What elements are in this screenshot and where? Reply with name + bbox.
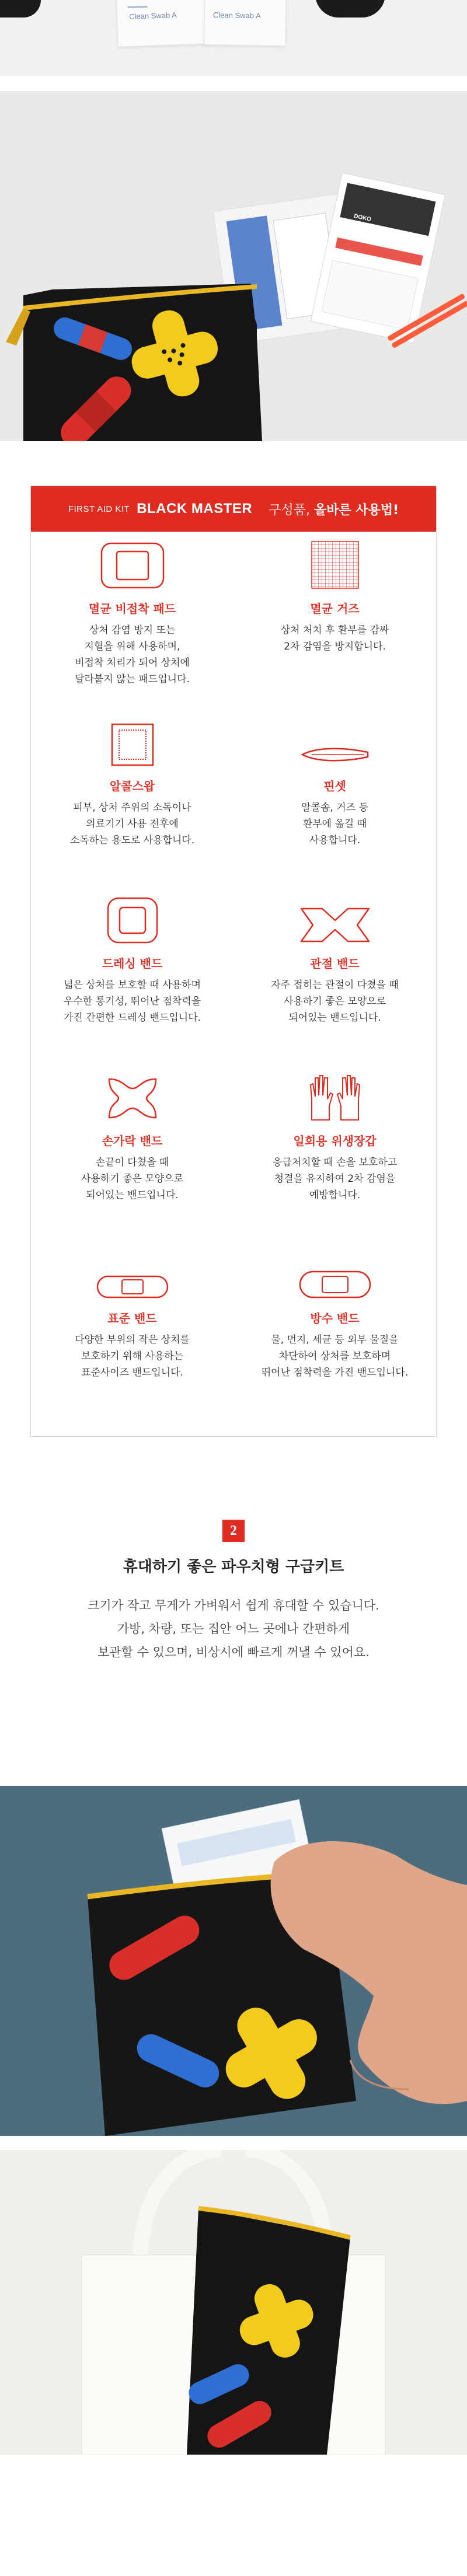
- gauze-pad-icon: [31, 532, 234, 599]
- swab-sachet: [204, 0, 287, 46]
- header-suffix: [269, 500, 399, 518]
- component-desc: 피부, 상처 주위의 소독이나 의료기기 사용 전후에 소독하는 용도로 사용합니다.: [69, 802, 195, 846]
- component-title: 표준 밴드: [107, 1311, 157, 1325]
- component-item: [31, 1064, 234, 1241]
- pouch-edge: [0, 0, 41, 18]
- component-title: 핀셋: [323, 779, 346, 793]
- product-photo-hand: [0, 1786, 467, 2136]
- component-desc: 넓은 상처를 보호할 때 사용하며 우수한 통기성, 뛰어난 점착력을 가진 간편한 드레싱 밴드입니다.: [63, 979, 201, 1024]
- components-header: [31, 486, 436, 532]
- tote-illustration: [0, 2150, 467, 2455]
- component-title: 멸균 비접착 패드: [88, 602, 176, 616]
- sachet-brand-label: Clean Swab A: [128, 11, 177, 21]
- component-item: [234, 1064, 436, 1241]
- component-item: [234, 532, 436, 709]
- swab-sachet: [116, 0, 208, 47]
- component-item: [234, 709, 436, 886]
- component-desc: 손끝이 다쳤을 때 사용하기 좋은 모양으로 되어있는 밴드입니다.: [81, 1157, 184, 1201]
- component-title: 일회용 위생장갑: [293, 1134, 377, 1148]
- component-desc: 상처 감염 방지 또는 지혈을 위해 사용하며, 비접착 처리가 되어 상처에 달라붙지 않는 패드입니다.: [75, 624, 190, 685]
- component-item: [31, 532, 234, 709]
- hand-pouch-illustration: [0, 1786, 467, 2136]
- header-kit-label: FIRST AID KIT: [68, 504, 130, 514]
- header-suffix-bold: 올바른 사용법!: [313, 502, 399, 518]
- kit-box-label: AID KIT: [283, 262, 306, 273]
- product-photo-sachets: [0, 0, 467, 76]
- tweezers-icon: [234, 709, 436, 777]
- component-item: [31, 709, 234, 886]
- section-body: 크기가 작고 무게가 가벼워서 쉽게 휴대할 수 있습니다. 가방, 차량, 또는 집안 어느 곳에나 간편하게 보관할 수 있으며, 비상시에 빠르게 꺼낼 수 있어요.: [88, 1598, 379, 1659]
- joint-band-icon: [234, 886, 436, 954]
- portability-section: [0, 1437, 467, 1786]
- sachet-brand-label: Clean Swab A: [212, 11, 261, 20]
- component-desc: 물, 먼지, 세균 등 외부 물질을 차단하여 상처를 보호하며 뛰어난 점착력을 가진 밴드입니다.: [261, 1334, 409, 1378]
- dressing-band-icon: [31, 886, 234, 954]
- component-desc: 상처 처치 후 환부를 감싸 2차 감염을 방지합니다.: [280, 624, 389, 652]
- component-title: 관절 밴드: [310, 957, 360, 971]
- component-desc: 알콜솜, 거즈 등 환부에 옮길 때 사용합니다.: [301, 802, 368, 846]
- section-number-badge: 2: [222, 1520, 245, 1542]
- component-item: [234, 1241, 436, 1419]
- component-title: 알콜스왑: [109, 779, 155, 793]
- component-title: 멸균 거즈: [310, 602, 360, 616]
- black-patch: [315, 0, 385, 18]
- header-suffix-plain: 구성품,: [269, 502, 314, 518]
- component-title: 방수 밴드: [310, 1311, 360, 1325]
- gloves-icon: [234, 1064, 436, 1132]
- header-brand: BLACK MASTER: [137, 501, 253, 516]
- component-title: 손가락 밴드: [102, 1134, 163, 1148]
- component-desc: 다양한 부위의 작은 상처를 보호하기 위해 사용하는 표준사이즈 밴드입니다.: [75, 1334, 190, 1378]
- pouch-illustration: [0, 91, 467, 441]
- components-grid: [31, 532, 436, 1419]
- components-section: [0, 441, 467, 1437]
- alcohol-swab-icon: [31, 709, 234, 777]
- component-item: [31, 886, 234, 1064]
- sterile-gauze-icon: [234, 532, 436, 599]
- product-photo-tote: [0, 2150, 467, 2455]
- product-photo-pouch-open: [0, 91, 467, 441]
- component-title: 드레싱 밴드: [102, 957, 163, 971]
- finger-band-icon: [31, 1064, 234, 1132]
- waterproof-band-icon: [234, 1241, 436, 1309]
- section-title: 휴대하기 좋은 파우치형 구급키트: [123, 1558, 344, 1576]
- component-desc: 자주 접히는 관절이 다쳤을 때 사용하기 좋은 모양으로 되어있는 밴드입니다.: [271, 979, 399, 1024]
- component-item: [234, 886, 436, 1064]
- standard-band-icon: [31, 1241, 234, 1309]
- kit-box-label: MASTER: [285, 271, 313, 282]
- component-item: [31, 1241, 234, 1419]
- component-desc: 응급처치할 때 손을 보호하고 청결을 유지하여 2차 감염을 예방합니다.: [272, 1157, 398, 1201]
- brand-mark: DOKO: [353, 213, 372, 223]
- components-card: [30, 486, 437, 1437]
